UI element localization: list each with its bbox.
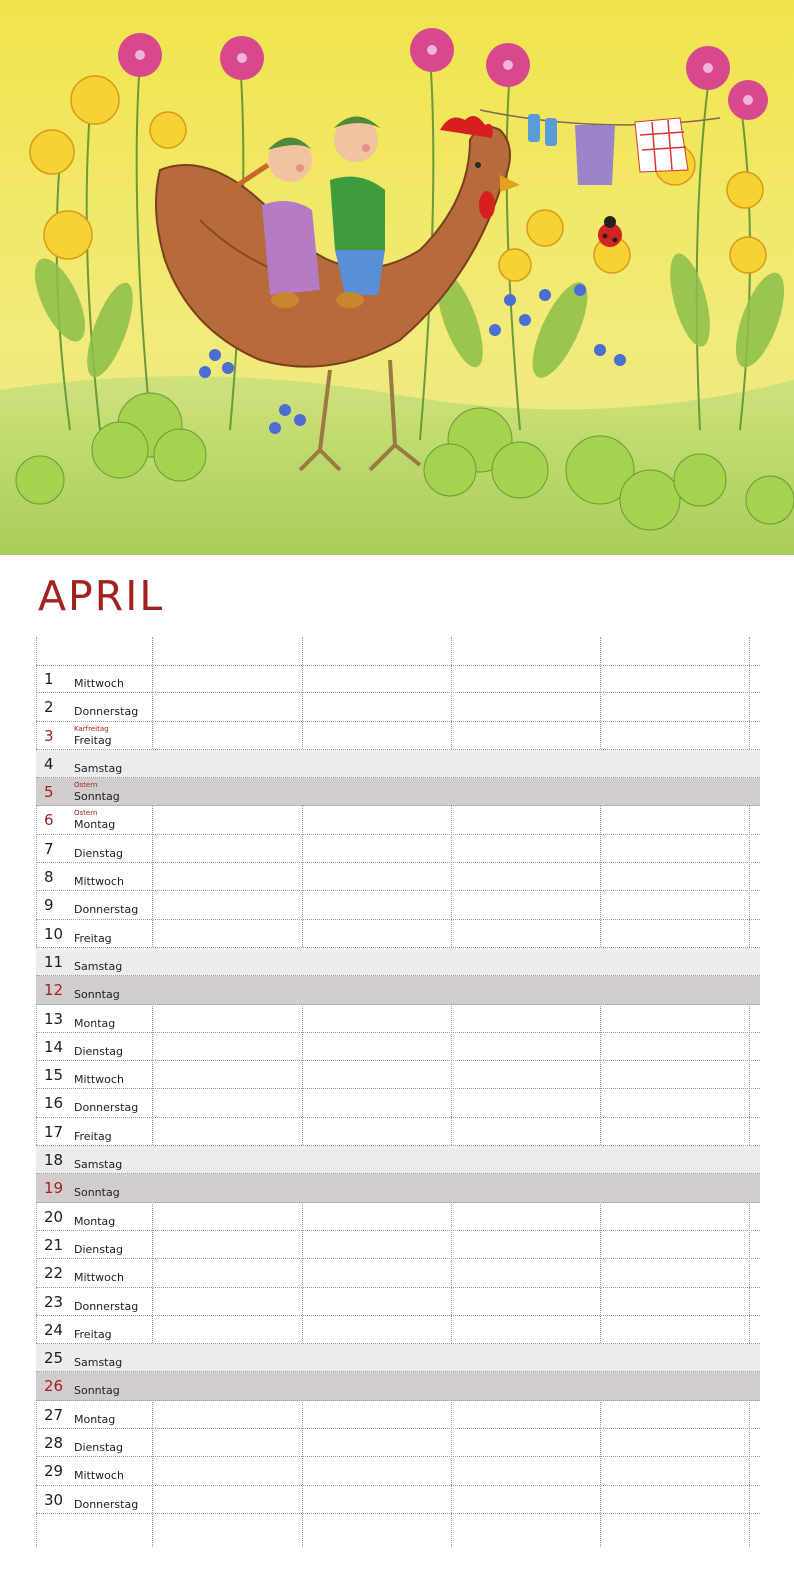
day-number: 16 <box>44 1094 64 1113</box>
day-number: 23 <box>44 1292 64 1311</box>
day-row[interactable] <box>36 1401 760 1429</box>
day-number: 7 <box>44 839 54 858</box>
day-row[interactable] <box>36 1429 760 1457</box>
weekday-name: Donnerstag <box>74 1101 139 1115</box>
calendar-grid <box>36 637 760 1547</box>
weekday-name: Donnerstag <box>74 705 139 719</box>
weekday-name: Freitag <box>74 733 112 747</box>
day-row[interactable] <box>36 806 760 834</box>
day-number: 1 <box>44 670 54 688</box>
weekday-name: Freitag <box>74 1129 112 1143</box>
weekday-name: Mittwoch <box>74 1073 124 1087</box>
day-row[interactable] <box>36 1259 760 1287</box>
day-number: 11 <box>44 952 64 971</box>
day-number: 22 <box>44 1264 64 1283</box>
day-row[interactable] <box>36 693 760 721</box>
weekday-name: Donnerstag <box>74 1299 139 1313</box>
day-number: 20 <box>44 1207 64 1226</box>
day-row[interactable] <box>36 750 760 778</box>
day-row[interactable] <box>36 722 760 750</box>
day-number: 17 <box>44 1122 64 1141</box>
month-title: APRIL <box>38 572 165 620</box>
day-row[interactable] <box>36 1344 760 1372</box>
weekday-name: Freitag <box>74 931 112 945</box>
day-row[interactable] <box>36 920 760 948</box>
weekday-name: Samstag <box>74 761 123 775</box>
day-row[interactable] <box>36 1486 760 1514</box>
weekday-name: Samstag <box>74 1158 123 1172</box>
weekday-name: Mittwoch <box>74 677 124 690</box>
day-number: 25 <box>44 1349 64 1368</box>
holiday-label: Karfreitag <box>74 724 109 733</box>
day-row[interactable] <box>36 1174 760 1202</box>
day-row[interactable] <box>36 1061 760 1089</box>
weekday-name: Samstag <box>74 959 123 973</box>
weekday-name: Dienstag <box>74 1044 124 1058</box>
day-number: 9 <box>44 896 54 915</box>
day-row[interactable] <box>36 863 760 891</box>
day-number: 30 <box>44 1490 64 1509</box>
weekday-name: Montag <box>74 1214 116 1228</box>
day-number: 24 <box>44 1320 64 1339</box>
day-number: 10 <box>44 924 64 943</box>
hen-children-illustration <box>0 0 794 555</box>
day-row[interactable] <box>36 1005 760 1033</box>
day-row[interactable] <box>36 1231 760 1259</box>
weekday-name: Freitag <box>74 1327 112 1341</box>
weekday-name: Mittwoch <box>74 875 124 889</box>
day-number: 18 <box>44 1151 64 1170</box>
day-number: 12 <box>44 981 64 1000</box>
day-row[interactable] <box>36 1146 760 1174</box>
day-number: 28 <box>44 1434 64 1453</box>
weekday-name: Montag <box>74 1412 116 1426</box>
day-row[interactable] <box>36 1089 760 1117</box>
day-number: 5 <box>44 783 54 802</box>
day-row[interactable] <box>36 835 760 863</box>
weekday-name: Montag <box>74 1016 116 1030</box>
day-number: 21 <box>44 1235 64 1254</box>
day-number: 26 <box>44 1377 64 1396</box>
day-row[interactable] <box>36 1288 760 1316</box>
day-number: 29 <box>44 1462 64 1481</box>
weekday-name: Samstag <box>74 1356 123 1370</box>
day-number: 13 <box>44 1009 64 1028</box>
day-row[interactable] <box>36 1203 760 1231</box>
day-row[interactable] <box>36 1118 760 1146</box>
day-row[interactable] <box>36 891 760 919</box>
day-row[interactable] <box>36 1372 760 1400</box>
weekday-name: Dienstag <box>74 846 124 860</box>
weekday-name: Mittwoch <box>74 1469 124 1483</box>
day-number: 2 <box>44 698 54 717</box>
weekday-name: Montag <box>74 818 116 832</box>
calendar-illustration <box>0 0 794 555</box>
weekday-name: Sonntag <box>74 1186 120 1200</box>
holiday-label: Ostern <box>74 781 98 790</box>
day-number: 15 <box>44 1066 64 1085</box>
day-row[interactable] <box>36 778 760 806</box>
day-row[interactable] <box>36 1033 760 1061</box>
day-row[interactable] <box>36 948 760 976</box>
weekday-name: Donnerstag <box>74 1497 139 1511</box>
day-row[interactable] <box>36 976 760 1004</box>
day-number: 27 <box>44 1405 64 1424</box>
weekday-name: Sonntag <box>74 1384 120 1398</box>
day-number: 4 <box>44 754 54 773</box>
day-number: 6 <box>44 811 54 830</box>
weekday-name: Donnerstag <box>74 903 139 917</box>
weekday-name: Dienstag <box>74 1242 124 1256</box>
day-number: 19 <box>44 1179 64 1198</box>
day-row[interactable] <box>36 1316 760 1344</box>
day-row[interactable] <box>36 1457 760 1485</box>
day-number: 14 <box>44 1037 64 1056</box>
day-number: 8 <box>44 868 54 887</box>
holiday-label: Ostern <box>74 809 98 818</box>
weekday-name: Sonntag <box>74 790 120 804</box>
weekday-name: Mittwoch <box>74 1271 124 1285</box>
weekday-name: Dienstag <box>74 1441 124 1455</box>
day-row[interactable] <box>36 665 760 693</box>
weekday-name: Sonntag <box>74 988 120 1002</box>
day-rows <box>36 665 760 1514</box>
day-number: 3 <box>44 726 54 745</box>
